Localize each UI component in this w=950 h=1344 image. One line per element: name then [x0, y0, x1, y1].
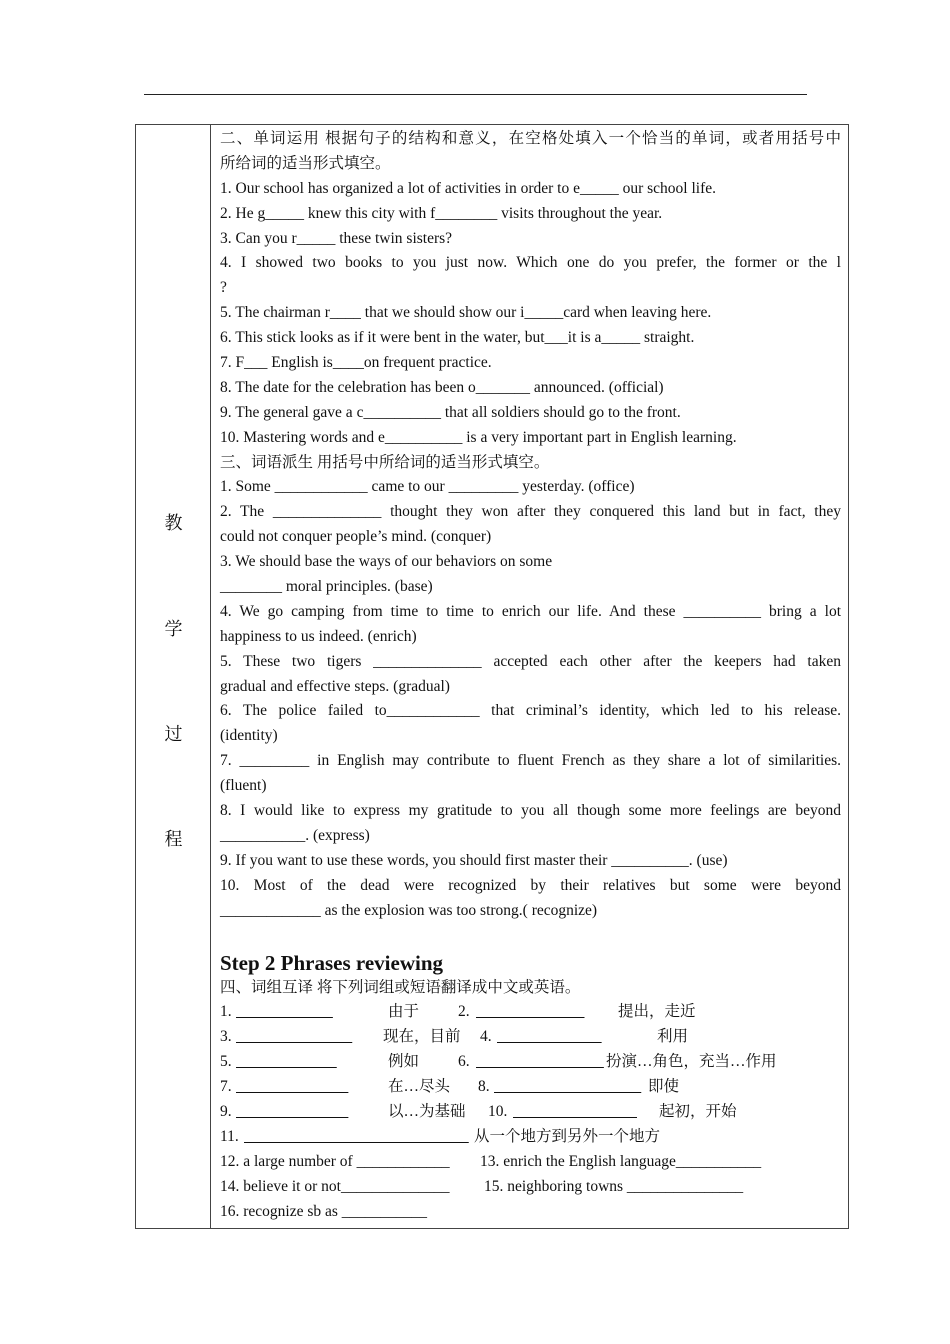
section-heading: 四、词组互译 将下列词组或短语翻译成中文或英语。: [220, 978, 581, 996]
exercise-line: 4. I showed two books to you just now. Which one do you prefer, the former or the l: [220, 254, 841, 272]
exercise-line: 8. The date for the celebration has been o_______ announced. (official): [220, 378, 664, 396]
side-label-char: 程: [164, 829, 183, 849]
exercise-line: 10. Most of the dead were recognized by their relatives but some were beyond: [220, 876, 841, 894]
phrase-number: 9.: [220, 1102, 232, 1120]
exercise-line: 5. The chairman r____ that we should show our i_____card when leaving here.: [220, 304, 712, 322]
side-label-char: 教: [164, 513, 183, 533]
phrase-text: 利用: [657, 1028, 689, 1046]
exercise-line: 5. These two tigers ______________ accepted each other after the keepers had taken: [220, 652, 841, 670]
exercise-line: 1. Our school has organized a lot of activities in order to e_____ our school life.: [220, 179, 717, 197]
phrase-text: 以…为基础: [388, 1102, 466, 1120]
phrase-number: 10.: [488, 1102, 508, 1120]
exercise-line: 6. The police failed to____________ that criminal’s identity, which led to his release.: [220, 702, 841, 720]
header-rule: [144, 94, 807, 95]
exercise-line: 9. If you want to use these words, you should first master their __________. (use): [220, 851, 728, 869]
exercise-line: 10. Mastering words and e__________ is a very important part in English learning.: [220, 428, 737, 446]
exercise-line: _____________ as the explosion was too strong.( recognize): [220, 901, 598, 919]
section-heading: 三、词语派生 用括号中所给词的适当形式填空。: [220, 453, 550, 471]
phrase-text: 12. a large number of ____________: [220, 1152, 450, 1170]
phrase-row: [220, 1100, 841, 1125]
exercise-line: 4. We go camping from time to time to enrich our life. And these __________ bring a lot: [220, 602, 841, 620]
phrase-text: 起初，开始: [659, 1102, 737, 1120]
side-label-char: 过: [164, 724, 183, 744]
phrase-text: 由于: [388, 1003, 420, 1021]
phrase-text: 15. neighboring towns _______________: [484, 1177, 744, 1195]
phrase-row: [220, 1125, 841, 1150]
phrase-number: 5.: [220, 1053, 232, 1071]
exercise-line: ________ moral principles. (base): [220, 578, 433, 596]
section-heading: 二、单词运用 根据句子的结构和意义，在空格处填入一个恰当的单词，或者用括号中: [220, 130, 841, 147]
exercise-line: could not conquer people’s mind. (conquer): [220, 528, 492, 546]
phrase-text: 扮演…角色，充当…作用: [606, 1053, 777, 1071]
exercise-line: 1. Some ____________ came to our _________ yesterday. (office): [220, 478, 635, 496]
phrase-row: [220, 1200, 841, 1225]
phrase-number: 6.: [458, 1053, 470, 1071]
step-title: Step 2 Phrases reviewing: [220, 950, 444, 975]
exercise-line: gradual and effective steps. (gradual): [220, 677, 450, 695]
phrase-text: 提出，走近: [618, 1003, 696, 1021]
phrase-row: [220, 1000, 841, 1025]
phrase-text: 在…尽头: [388, 1078, 451, 1096]
phrase-text: 13. enrich the English language___________: [480, 1152, 762, 1170]
exercise-line: ___________. (express): [220, 826, 370, 844]
phrase-number: 2.: [458, 1003, 470, 1021]
phrase-text: 14. believe it or not______________: [220, 1177, 450, 1195]
content-cell: [220, 127, 841, 1224]
phrase-text: 即使: [648, 1078, 680, 1096]
exercise-line: 2. He g_____ knew this city with f________ visits throughout the year.: [220, 204, 663, 222]
exercise-line: 2. The ______________ thought they won after they conquered this land but in fact, they: [220, 503, 841, 521]
exercise-line: 3. We should base the ways of our behaviors on some: [220, 553, 553, 571]
phrase-text: 从一个地方到另外一个地方: [474, 1127, 661, 1145]
phrase-row: [220, 1025, 841, 1050]
phrase-number: 8.: [478, 1078, 490, 1096]
exercise-line: 7. _________ in English may contribute to fluent French as they share a lot of similarities.: [220, 752, 841, 770]
exercise-line: 6. This stick looks as if it were bent in the water, but___it is a_____ straight.: [220, 329, 695, 347]
side-label-char: 学: [164, 619, 183, 639]
side-label-column: [136, 125, 211, 1228]
phrase-row: [220, 1175, 841, 1200]
exercise-line: 7. F___ English is____on frequent practice.: [220, 354, 492, 372]
phrase-number: 4.: [480, 1028, 492, 1046]
phrase-number: 11.: [220, 1127, 239, 1145]
exercise-line: 3. Can you r_____ these twin sisters?: [220, 229, 453, 247]
exercise-line: 9. The general gave a c__________ that all soldiers should go to the front.: [220, 403, 681, 421]
phrase-text: 现在，目前: [383, 1028, 461, 1046]
exercise-line: happiness to us indeed. (enrich): [220, 627, 417, 645]
phrase-row: [220, 1050, 841, 1075]
exercise-line: ?: [220, 279, 227, 297]
phrase-row: [220, 1075, 841, 1100]
exercise-line: 8. I would like to express my gratitude to you all though some more feelings are beyond: [220, 802, 841, 820]
phrase-number: 1.: [220, 1003, 232, 1021]
phrase-text: 例如: [388, 1053, 420, 1071]
section-heading: 所给词的适当形式填空。: [220, 154, 391, 172]
phrase-row: [220, 1150, 841, 1175]
exercise-line: (fluent): [220, 777, 267, 795]
phrase-text: 16. recognize sb as ___________: [220, 1202, 428, 1220]
phrase-number: 7.: [220, 1078, 232, 1096]
lesson-table: [135, 124, 849, 1229]
exercise-line: (identity): [220, 727, 278, 745]
phrase-number: 3.: [220, 1028, 232, 1046]
